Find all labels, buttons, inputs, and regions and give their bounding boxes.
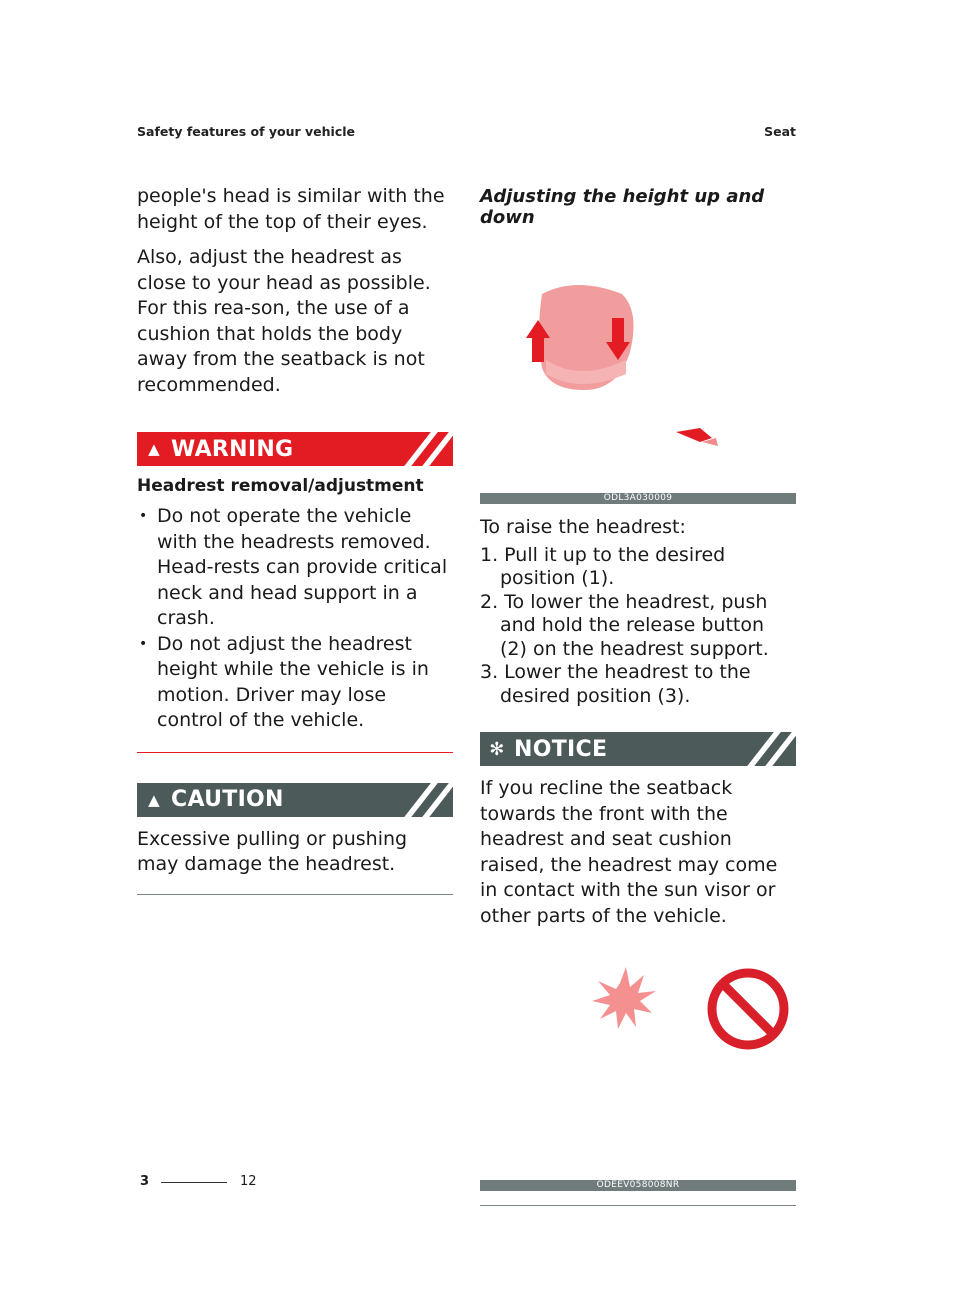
caution-banner (137, 783, 453, 817)
notice-label: NOTICE (514, 736, 608, 762)
asterisk-icon: ✻ (489, 738, 505, 760)
warning-list (137, 504, 453, 734)
caution-text: Excessive pulling or pushing may damage the headrest. (137, 827, 408, 875)
figure-end-divider (480, 1205, 796, 1206)
headrest-adjust-diagram (480, 242, 796, 504)
notice-text: If you recline the seatback towards the front with the headrest and seat cushion raised, the headrest may come in contact with the sun visor or other parts of the vehicle. (480, 777, 778, 927)
list-item: 3. Lower the headrest to the desired position (3). (480, 661, 751, 707)
impact-prohibit-diagram (480, 939, 796, 1191)
adjust-paragraph: Also, adjust the headrest as close to your head as possible. For this rea-son, the use of a cushion that holds the body away from the seatback is not recommended. (137, 246, 431, 396)
headrest-illustration (480, 242, 796, 504)
right-column (480, 184, 796, 1206)
caution-end-divider (137, 894, 453, 895)
steps-list (480, 544, 796, 709)
list-item: • Do not adjust the headrest height while the vehicle is in motion. Driver may lose control of the vehicle. (137, 632, 453, 734)
page-number: 12 (240, 1174, 257, 1189)
chapter-number: 3 (140, 1174, 150, 1189)
notice-banner (480, 732, 796, 766)
warning-title: Headrest removal/adjustment (137, 476, 424, 496)
list-item: 2. To lower the headrest, push and hold the release button (2) on the headrest support. (480, 590, 769, 660)
figure-code-label: ODEEV058008NR (480, 1180, 796, 1191)
caution-triangle-icon: ▲ (148, 790, 160, 809)
impact-burst-icon (592, 967, 656, 1029)
warning-end-divider (137, 752, 453, 753)
footer-divider (161, 1182, 227, 1183)
list-item: 1. Pull it up to the desired position (1). (480, 543, 726, 589)
intro-paragraph: people's head is similar with the height of the top of their eyes. (137, 185, 445, 233)
left-column (137, 184, 453, 895)
warning-label: WARNING (171, 436, 294, 462)
prohibited-icon (712, 973, 784, 1045)
list-item: • Do not operate the vehicle with the headrests removed. Head-rests can provide critical neck and head support in a crash. (137, 504, 453, 632)
contact-illustration (480, 939, 796, 1191)
caution-label: CAUTION (171, 787, 284, 812)
header-topic: Seat (764, 124, 796, 139)
raise-intro: To raise the headrest: (480, 516, 686, 538)
header-section-title: Safety features of your vehicle (137, 124, 355, 139)
warning-triangle-icon: ▲ (148, 440, 160, 458)
figure-code-label: ODL3A030009 (480, 493, 796, 504)
section-title: Adjusting the height up and down (480, 186, 765, 228)
warning-banner (137, 432, 453, 466)
